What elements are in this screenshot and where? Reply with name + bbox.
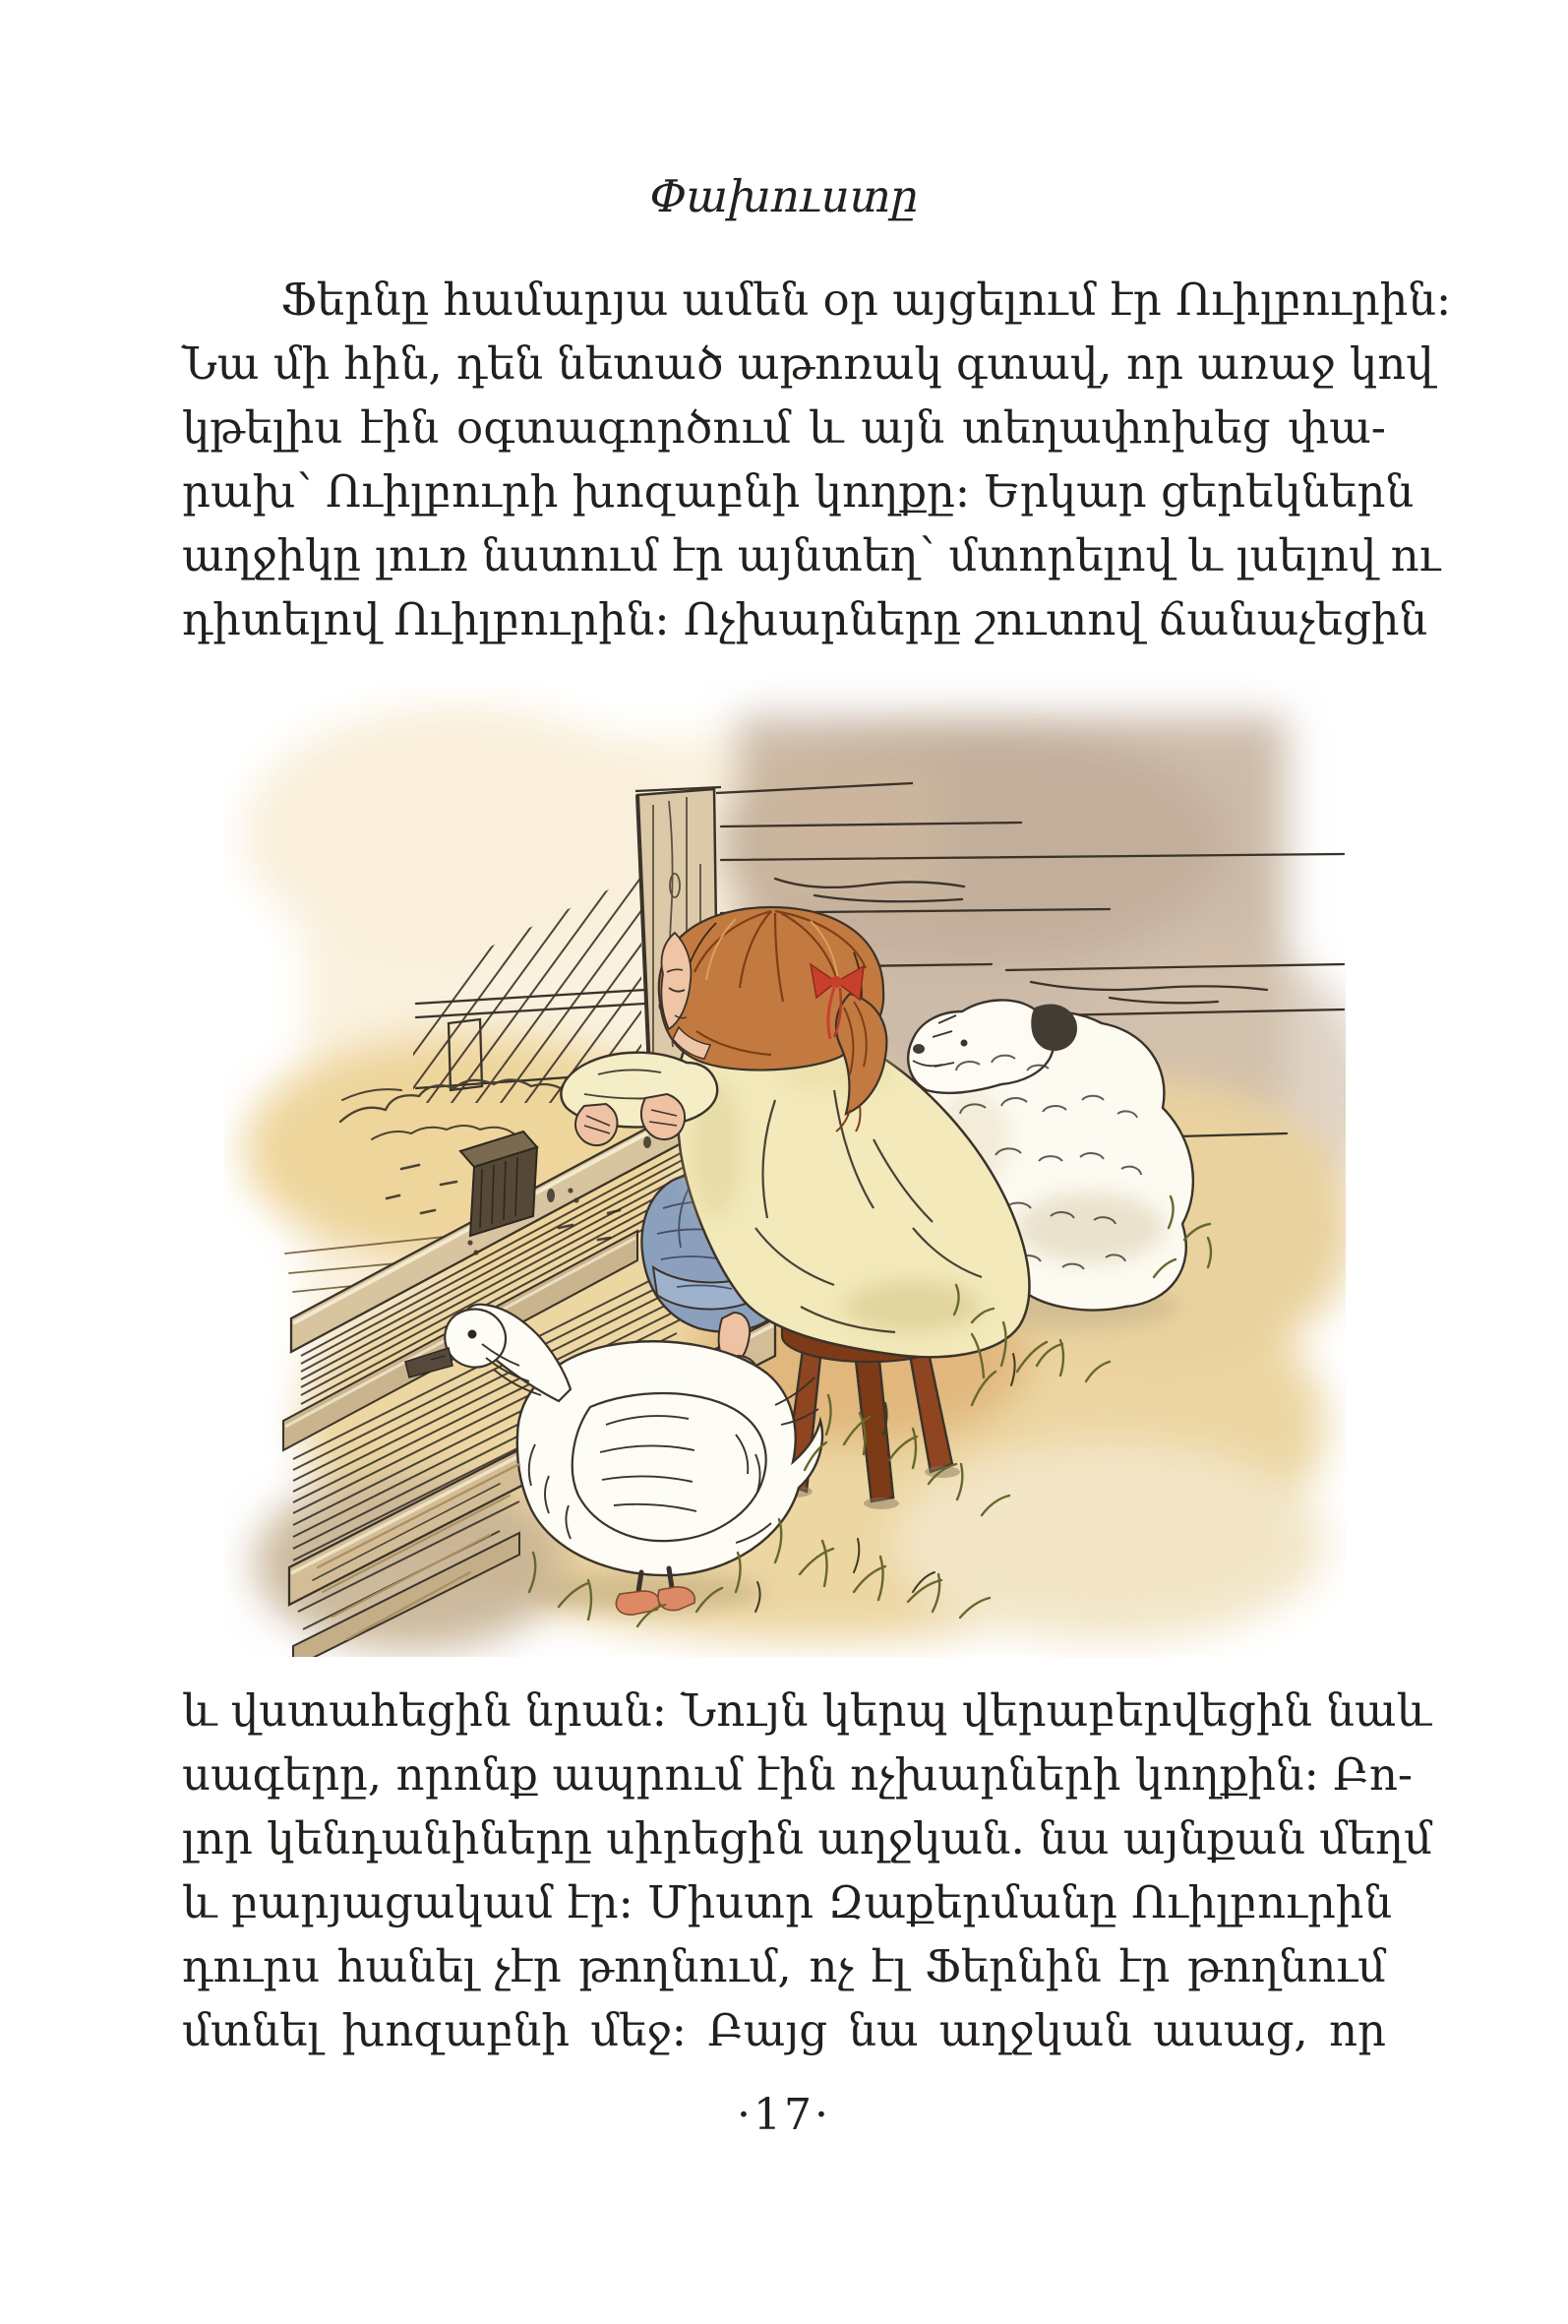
paragraph-2: [182, 1679, 1433, 2062]
body-line: կթելիս էին օգտագործում և այն տեղափոխեց փա-: [182, 401, 1386, 454]
goose-eye: [468, 1330, 477, 1339]
illustration-container: [224, 677, 1346, 1657]
body-line: Նա մի հին, դեն նետած աթոռակ գտավ, որ առաջ կով: [182, 337, 1434, 390]
body-line: աղջիկը լուռ նստում էր այնտեղ՝ մտորելով և լսելով ու: [182, 529, 1441, 581]
body-line: Ֆերնը համարյա ամեն օր այցելում էր Ուիլբուրին։: [280, 274, 1452, 326]
page-number: ·17·: [737, 2090, 831, 2140]
running-head: [0, 167, 1568, 226]
girl-hand: [641, 1094, 685, 1139]
paragraph-1: [182, 268, 1452, 651]
illustration-fern-at-pen: [224, 677, 1346, 1657]
body-line: և բարյացակամ էր։ Միստր Զաքերմանը Ուիլբուրին: [182, 1876, 1393, 1928]
body-line: դուրս հանել չէր թողնում, ոչ էլ Ֆերնին էր թողնում: [182, 1940, 1386, 1992]
body-line: մտնել խոզաբնի մեջ։ Բայց նա աղջկան ասաց, որ: [182, 2004, 1386, 2056]
body-line: րախ՝ Ուիլբուրի խոզաբնի կողքը։ Երկար ցերեկներն: [182, 465, 1415, 518]
goose-head: [445, 1310, 506, 1368]
chapter-title: Փախուստը: [643, 170, 926, 222]
body-line: սագերը, որոնք ապրում էին ոչխարների կողքին։ Բո-: [182, 1748, 1414, 1801]
body-line: լոր կենդանիները սիրեցին աղջկան. նա այնքան մեղմ: [182, 1812, 1433, 1865]
girl-hand: [575, 1104, 618, 1145]
body-line: դիտելով Ուիլբուրին։ Ոչխարները շուտով ճանաչեցին: [182, 593, 1428, 645]
body-line: և վստահեցին նրան։ Նույն կերպ վերաբերվեցին նաև: [182, 1684, 1432, 1737]
